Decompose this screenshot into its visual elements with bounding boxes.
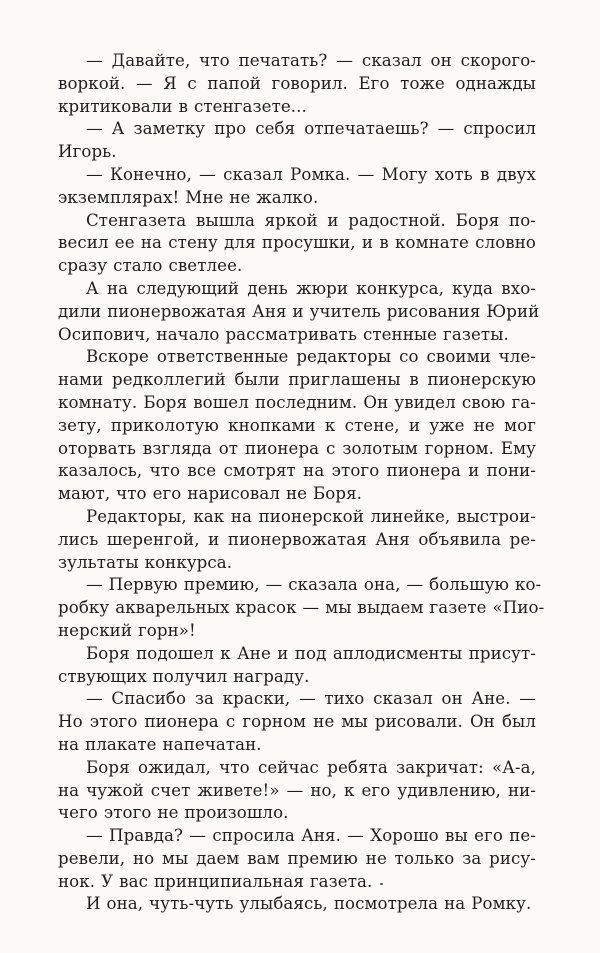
text-line: Боря ожидал, что сейчас ребята закричат: «А-а, — [86, 757, 536, 777]
text-line: — Первую премию, — сказала она, — большую ко- — [86, 575, 542, 595]
text-line: на плакате напечатан. — [58, 734, 262, 754]
text-line: нами редколлегий были приглашены в пионерскую — [58, 370, 536, 390]
text-line: нерский горн»! — [58, 620, 196, 640]
text-line: на чужой счет живете!» — но, к его удивлению, ни- — [58, 780, 536, 800]
text-line: Вскоре ответственные редакторы со своими чле- — [86, 347, 536, 367]
text-line: Боря подошел к Ане и под аплодисменты присут- — [86, 643, 536, 663]
text-line: весил ее на стену для просушки, и в комнате словно — [58, 233, 536, 253]
text-line: — Давайте, что печатать? — сказал он скорого- — [86, 51, 536, 70]
paragraph — [58, 164, 536, 210]
text-line: оторвать взгляда от пионера с золотым горном. Ему — [58, 438, 536, 458]
text-line: ствующих получил награду. — [58, 666, 310, 686]
text-line: сразу стало светлее. — [58, 256, 243, 276]
text-line: зультаты конкурса. — [58, 552, 233, 572]
paragraph — [58, 574, 545, 642]
text-line: робку акварельных красок — мы выдаем газете «Пио- — [58, 598, 545, 618]
paragraph — [58, 757, 536, 825]
text-line: Стенгазета вышла яркой и радостной. Боря по- — [86, 210, 536, 230]
text-line: И она, чуть-чуть улыбаясь, посмотрела на Ромку. — [86, 894, 532, 914]
text-line: комнату. Боря вошел последним. Он увидел свою га- — [58, 392, 536, 412]
paragraph — [58, 346, 536, 506]
paragraph — [58, 278, 540, 346]
text-line: Редакторы, как на пионерской линейке, выстрои- — [86, 506, 536, 526]
paragraph — [58, 643, 536, 689]
text-line: Игорь. — [58, 142, 117, 162]
paragraph — [58, 118, 536, 164]
text-line: — Конечно, — сказал Ромка. — Могу хоть в двух — [86, 164, 536, 184]
text-line: мают, что его нарисовал не Боря. — [58, 484, 363, 504]
text-line: нок. У вас принципиальная газета. — [58, 871, 373, 891]
text-line: Но этого пионера с горном не мы рисовали. Он был — [58, 712, 536, 732]
text-line: зету, приколотую кнопками к стене, и уже не мог — [58, 415, 536, 435]
print-speck — [380, 883, 383, 885]
paragraph — [58, 210, 536, 278]
text-line: лись шеренгой, и пионервожатая Аня объявила ре- — [58, 529, 536, 549]
paragraph — [58, 893, 536, 916]
text-line: дили пионервожатая Аня и учитель рисования Юрий — [58, 301, 540, 321]
page-text — [58, 50, 545, 916]
text-line: экземплярах! Мне не жалко. — [58, 187, 319, 207]
text-line: Осипович, начало рассматривать стенные газеты. — [58, 324, 509, 344]
text-line: — А заметку про себя отпечатаешь? — спросил — [86, 119, 536, 139]
text-line: казалось, что все смотрят на этого пионера и пони- — [58, 461, 536, 481]
text-line: критиковали в стенгазете... — [58, 96, 307, 116]
text-line: воркой. — Я с папой говорил. Его тоже однажды — [58, 73, 536, 93]
paragraph — [58, 50, 536, 118]
text-line: — Спасибо за краски, — тихо сказал он Ане. — — [86, 689, 536, 709]
text-line: чего этого не произошло. — [58, 803, 289, 823]
paragraph — [58, 688, 536, 756]
paragraph — [58, 506, 536, 574]
text-line: А на следующий день жюри конкурса, куда вхо- — [86, 278, 536, 298]
paragraph — [58, 825, 536, 893]
text-line: ревели, но мы даем вам премию не только за рису- — [58, 848, 536, 868]
text-line: — Правда? — спросила Аня. — Хорошо вы его пе- — [86, 826, 536, 846]
